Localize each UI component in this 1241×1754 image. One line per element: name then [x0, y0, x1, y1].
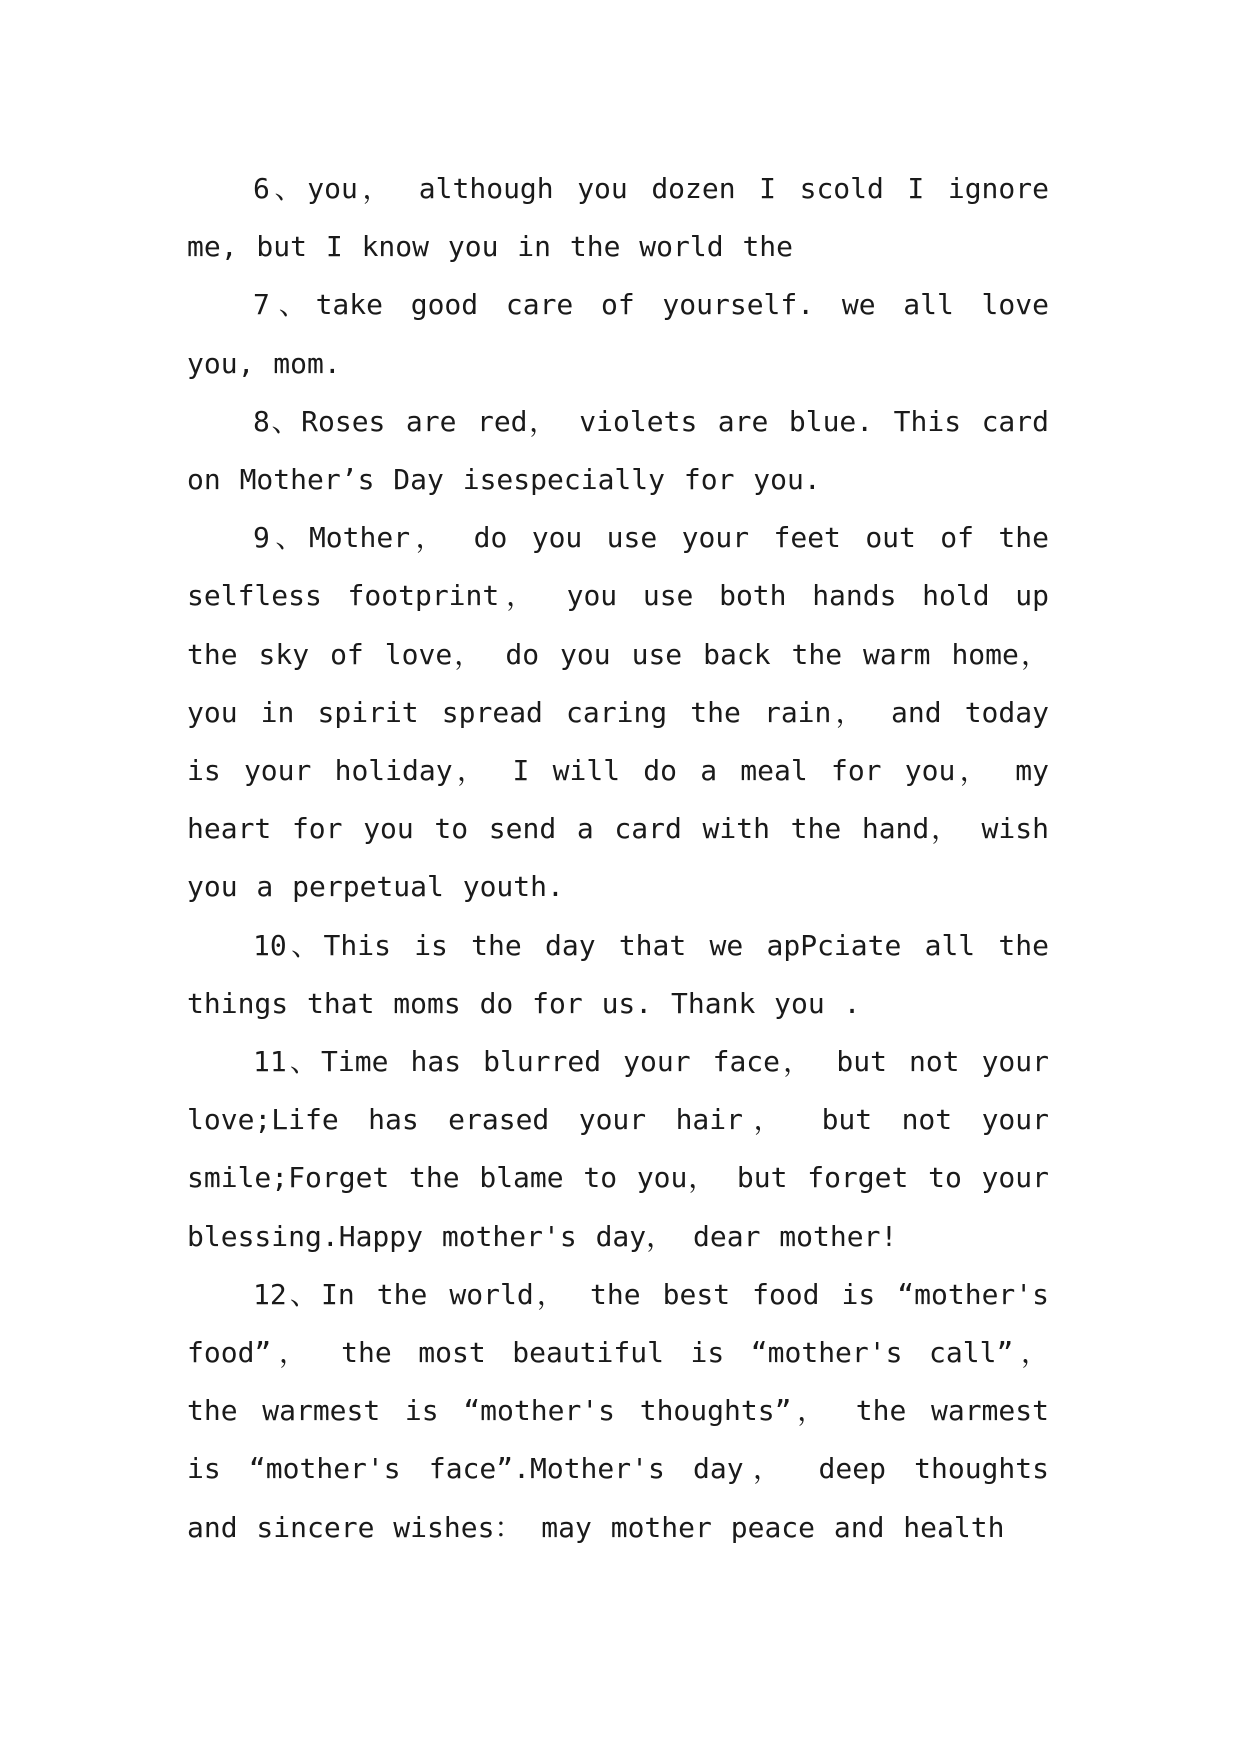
body-text — [187, 160, 1049, 1557]
paragraph-7: 7、take good care of yourself. we all love you, mom. — [187, 288, 1049, 380]
paragraph-12: 12、In the world， the best food is “mother's food”， the most beautiful is “mother's call”， the warmest is “mother's thoughts”， the warmest is “mother's face”.Mother's day， deep thoughts and sincere wishes： may mother peace and health — [187, 1277, 1049, 1544]
paragraph-10: 10、This is the day that we apPciate all the things that moms do for us. Thank you . — [187, 928, 1049, 1020]
paragraph-6: 6、you， although you dozen I scold I ignore me, but I know you in the world the — [187, 172, 1049, 264]
paragraph-8: 8、Roses are red， violets are blue. This card on Mother’s Day isespecially for you. — [187, 404, 1049, 497]
paragraph-11: 11、Time has blurred your face， but not your love;Life has erased your hair， but not your smile;Forget the blame to you， but forget to your blessing.Happy mother's day， dear mother! — [187, 1045, 1049, 1253]
paragraph-9: 9、Mother， do you use your feet out of the selfless footprint， you use both hands hold up the sky of love， do you use back the warm home， you in spirit spread caring the rain， and today is your holiday， I will do a meal for you， my heart for you to send a card with the hand， wish you a perpetual youth. — [187, 521, 1049, 904]
